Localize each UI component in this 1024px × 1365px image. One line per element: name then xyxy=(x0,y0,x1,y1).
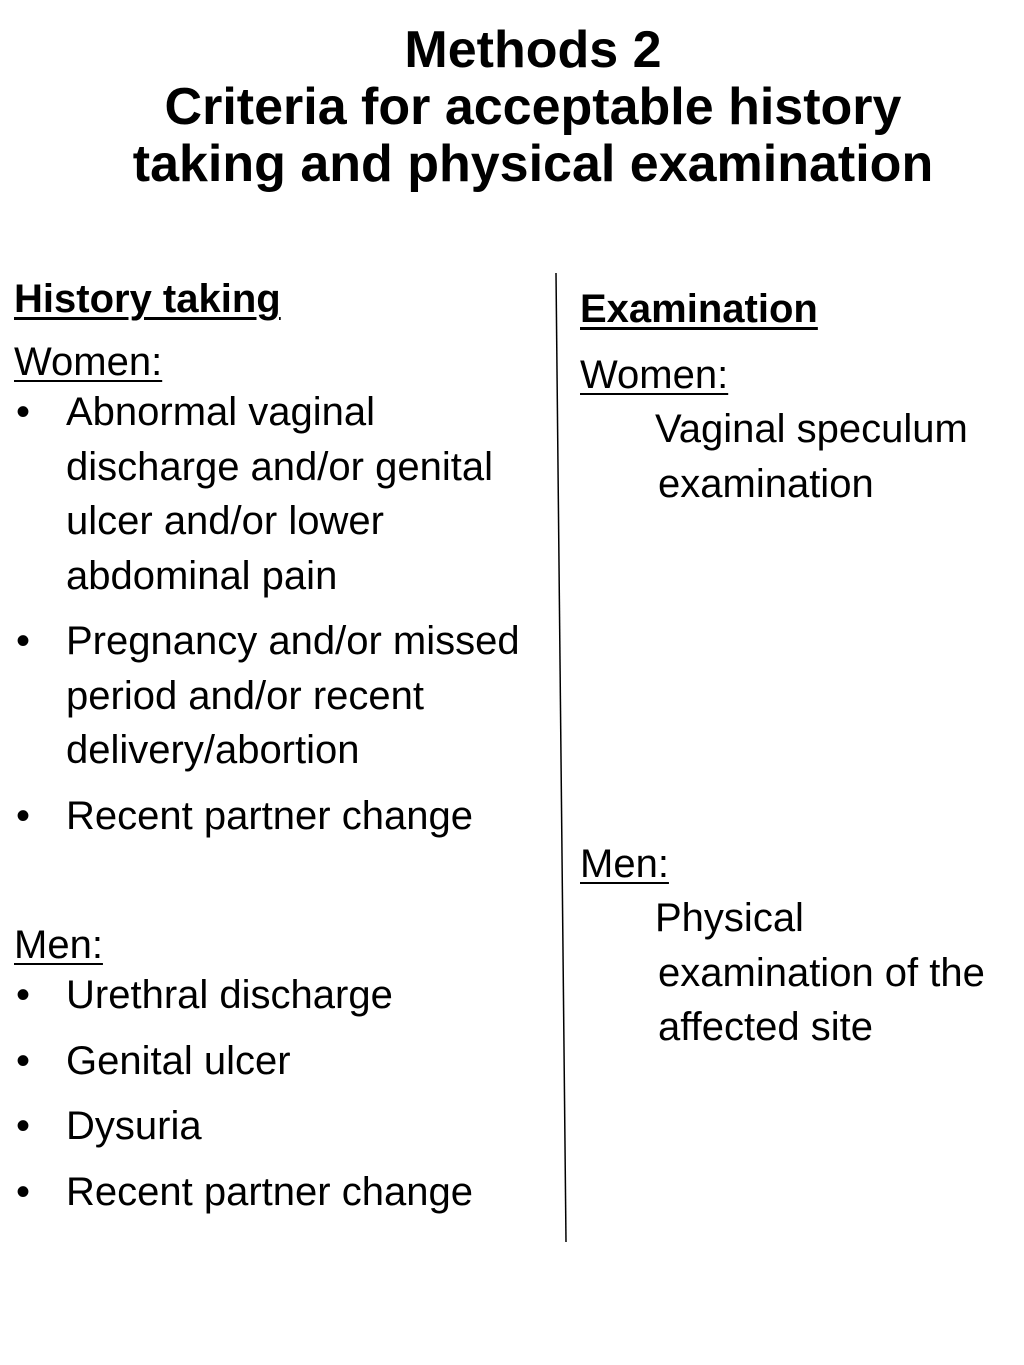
list-item: • Genital ulcer xyxy=(14,1034,554,1089)
slide-title xyxy=(0,22,1024,193)
examination-women-text: Vaginal speculum examination xyxy=(655,407,968,506)
history-men-label: Men: xyxy=(14,923,103,967)
examination-women-label: Women: xyxy=(580,353,729,397)
history-men-list xyxy=(14,968,554,1219)
title-line-2: Criteria for acceptable history xyxy=(164,78,902,136)
history-women-list xyxy=(14,385,554,843)
list-item: • Abnormal vaginal discharge and/or genital ulcer and/or lower abdominal pain xyxy=(14,385,554,603)
history-taking-heading: History taking xyxy=(14,277,281,321)
history-women-label: Women: xyxy=(14,340,163,384)
examination-men-label: Men: xyxy=(580,842,669,886)
list-item: • Dysuria xyxy=(14,1099,554,1154)
title-line-1: Methods 2 xyxy=(404,21,662,79)
examination-men-text: Physical examination of the affected site xyxy=(655,896,985,1049)
list-item: • Urethral discharge xyxy=(14,968,554,1023)
title-line-3: taking and physical examination xyxy=(132,135,934,193)
examination-column xyxy=(580,286,1020,1055)
list-item: • Pregnancy and/or missed period and/or recent delivery/abortion xyxy=(14,614,554,778)
list-item: • Recent partner change xyxy=(14,789,554,844)
list-item: • Recent partner change xyxy=(14,1165,554,1220)
examination-heading: Examination xyxy=(580,287,818,331)
history-taking-column xyxy=(14,276,554,1219)
